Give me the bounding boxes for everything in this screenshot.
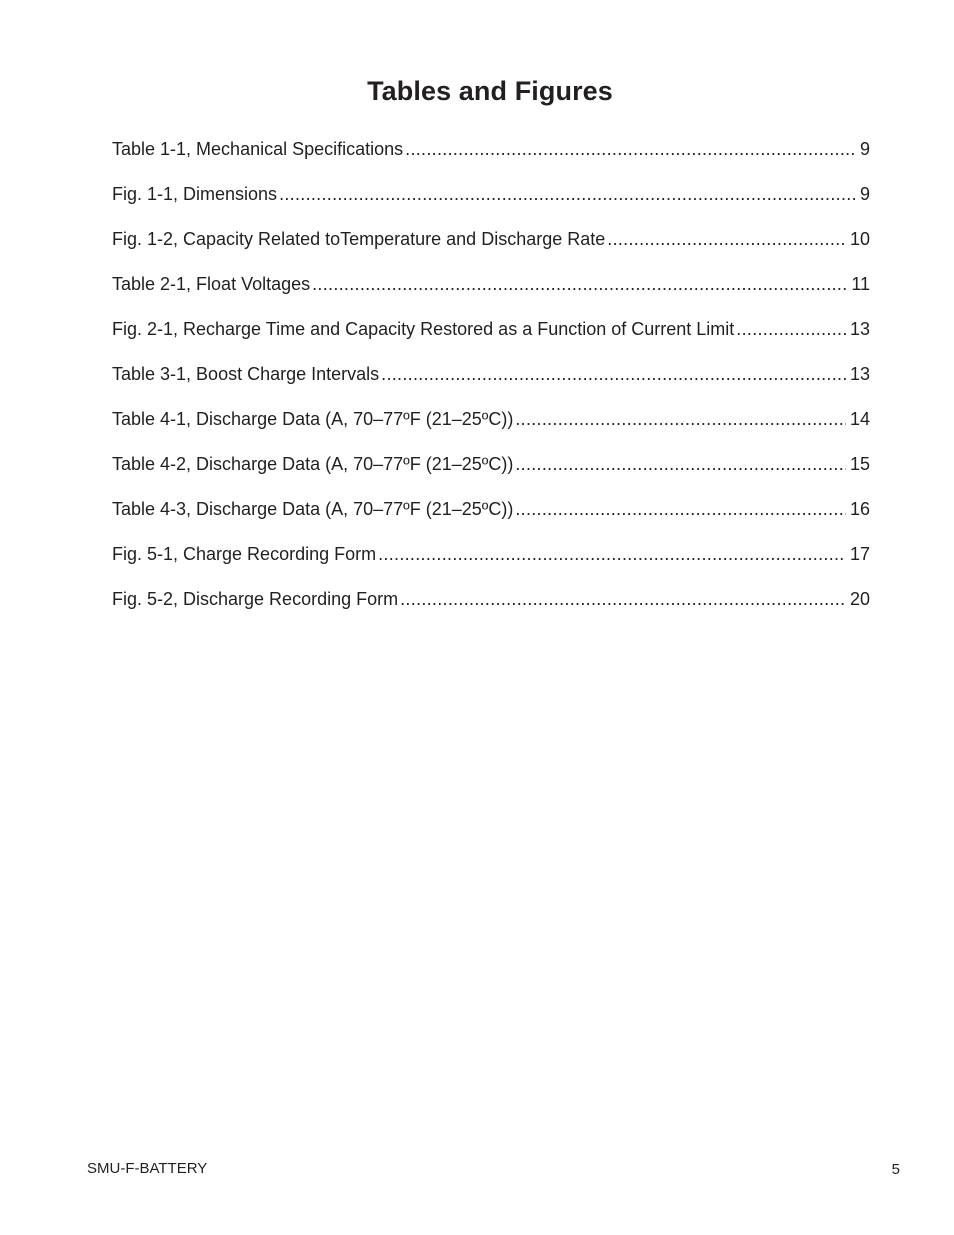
toc-entry-label: Fig. 2-1, Recharge Time and Capacity Restored as a Function of Current Limit [112, 319, 735, 339]
toc-entry-page: 15 [849, 454, 870, 474]
dot-leader [607, 226, 846, 252]
dot-leader [405, 136, 856, 162]
toc-entry-label: Table 1-1, Mechanical Specifications [112, 139, 404, 159]
toc-entry-label: Fig. 5-2, Discharge Recording Form [112, 589, 399, 609]
toc-entry-label: Fig. 5-1, Charge Recording Form [112, 544, 377, 564]
dot-leader [381, 361, 846, 387]
toc-entry-page: 13 [849, 364, 870, 384]
tables-and-figures-list [112, 136, 870, 631]
toc-entry-label: Table 2-1, Float Voltages [112, 274, 311, 294]
dot-leader [279, 181, 856, 207]
toc-entry-page: 20 [849, 589, 870, 609]
dot-leader [515, 451, 846, 477]
toc-entry-label: Table 4-3, Discharge Data (A, 70–77ºF (21–25ºC)) [112, 499, 514, 519]
toc-entry[interactable] [112, 406, 870, 451]
toc-entry[interactable] [112, 316, 870, 361]
dot-leader [378, 541, 846, 567]
toc-entry[interactable] [112, 226, 870, 271]
toc-entry-label: Table 4-1, Discharge Data (A, 70–77ºF (21–25ºC)) [112, 409, 514, 429]
toc-entry-label: Table 4-2, Discharge Data (A, 70–77ºF (21–25ºC)) [112, 454, 514, 474]
toc-entry-page: 10 [849, 229, 870, 249]
toc-entry[interactable] [112, 496, 870, 541]
toc-entry-page: 13 [849, 319, 870, 339]
toc-entry-page: 9 [859, 184, 870, 204]
toc-entry[interactable] [112, 136, 870, 181]
footer-document-id: SMU-F-BATTERY [87, 1160, 208, 1177]
dot-leader [515, 496, 846, 522]
toc-entry[interactable] [112, 541, 870, 586]
toc-entry-page: 9 [859, 139, 870, 159]
dot-leader [400, 586, 846, 612]
page-title: Tables and Figures [367, 76, 613, 106]
dot-leader [312, 271, 847, 297]
dot-leader [515, 406, 846, 432]
toc-entry[interactable] [112, 361, 870, 406]
toc-entry-label: Fig. 1-2, Capacity Related toTemperature and Discharge Rate [112, 229, 606, 249]
footer-page-number: 5 [891, 1161, 900, 1178]
toc-entry-label: Fig. 1-1, Dimensions [112, 184, 278, 204]
toc-entry[interactable] [112, 586, 870, 631]
toc-entry-page: 14 [849, 409, 870, 429]
toc-entry[interactable] [112, 451, 870, 496]
toc-entry-page: 16 [849, 499, 870, 519]
toc-entry-label: Table 3-1, Boost Charge Intervals [112, 364, 380, 384]
toc-entry-page: 17 [849, 544, 870, 564]
toc-entry[interactable] [112, 271, 870, 316]
toc-entry-page: 11 [851, 274, 870, 294]
dot-leader [736, 316, 846, 342]
toc-entry[interactable] [112, 181, 870, 226]
